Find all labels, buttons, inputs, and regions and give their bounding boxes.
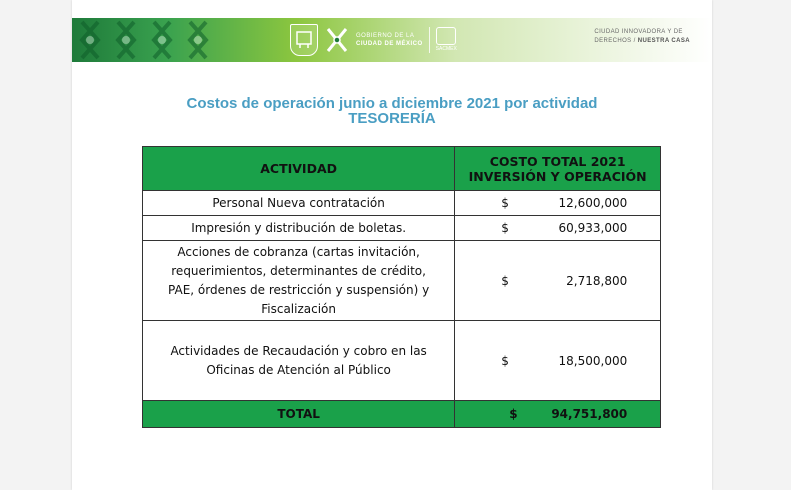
- cost-cell: [455, 241, 661, 321]
- currency-symbol: $: [501, 273, 509, 288]
- agency-name: SACMEX: [435, 46, 457, 52]
- government-line1: GOBIERNO DE LA: [356, 33, 415, 39]
- activity-line: PAE, órdenes de restricción y suspensión) y: [168, 282, 430, 297]
- activity-cell: [143, 216, 455, 241]
- activity-line: Actividades de Recaudación y cobro en las: [170, 343, 427, 358]
- cost-cell: [455, 191, 661, 216]
- total-cost-cell: [455, 401, 661, 428]
- slogan-line2-emphasis: NUESTRA CASA: [637, 38, 690, 44]
- header-cost: [455, 147, 661, 191]
- total-amount: 94,751,800: [551, 407, 628, 421]
- agency-logo: [436, 27, 457, 53]
- total-row: [143, 401, 661, 428]
- activity-line: Impresión y distribución de boletas.: [191, 220, 407, 235]
- header-cost-line2: INVERSIÓN Y OPERACIÓN: [468, 168, 647, 184]
- amount: 60,933,000: [558, 221, 628, 235]
- currency-symbol: $: [501, 196, 509, 210]
- slogan: [594, 28, 690, 46]
- slogan-line2: [594, 37, 690, 46]
- government-name: [356, 32, 423, 48]
- header-banner: [72, 18, 712, 62]
- slogan-line1: CIUDAD INNOVADORA Y DE: [594, 29, 683, 35]
- cost-cell: [455, 216, 661, 241]
- government-logo-group: [290, 22, 457, 58]
- total-label: TOTAL: [143, 401, 455, 428]
- header-activity: ACTIVIDAD: [143, 147, 455, 191]
- logo-divider: [429, 27, 430, 53]
- amount: 18,500,000: [558, 353, 628, 368]
- government-line2: CIUDAD DE MÉXICO: [356, 41, 423, 47]
- agency-emblem-icon: [436, 27, 456, 45]
- city-shield-icon: [290, 24, 318, 56]
- activity-line: requerimientos, determinantes de crédito,: [171, 263, 426, 278]
- table-row: [143, 321, 661, 401]
- ornamental-pattern-icon: [72, 18, 242, 62]
- slogan-line2-prefix: DERECHOS /: [594, 38, 638, 44]
- amount: 2,718,800: [566, 273, 628, 288]
- document-subtitle: TESORERÍA: [348, 110, 436, 127]
- amount: 12,600,000: [558, 196, 628, 210]
- cost-cell: [455, 321, 661, 401]
- currency-symbol: $: [501, 221, 509, 235]
- activity-cell: [143, 191, 455, 216]
- currency-symbol: $: [509, 407, 518, 421]
- activity-line: Fiscalización: [261, 301, 336, 316]
- table-row: [143, 241, 661, 321]
- table-header-row: [143, 147, 661, 191]
- cdmx-logo-icon: [324, 25, 350, 55]
- table-row: [143, 216, 661, 241]
- document-page: [72, 0, 712, 490]
- activity-cell: [143, 321, 455, 401]
- table-row: [143, 191, 661, 216]
- header-cost-line1: COSTO TOTAL 2021: [489, 153, 626, 169]
- activity-cell: [143, 241, 455, 321]
- activity-line: Personal Nueva contratación: [212, 195, 385, 210]
- document-title: Costos de operación junio a diciembre 2021 por actividad: [186, 95, 598, 112]
- currency-symbol: $: [501, 353, 509, 368]
- cost-table: [142, 146, 661, 428]
- activity-line: Oficinas de Atención al Público: [206, 362, 391, 377]
- activity-line: Acciones de cobranza (cartas invitación,: [177, 244, 420, 259]
